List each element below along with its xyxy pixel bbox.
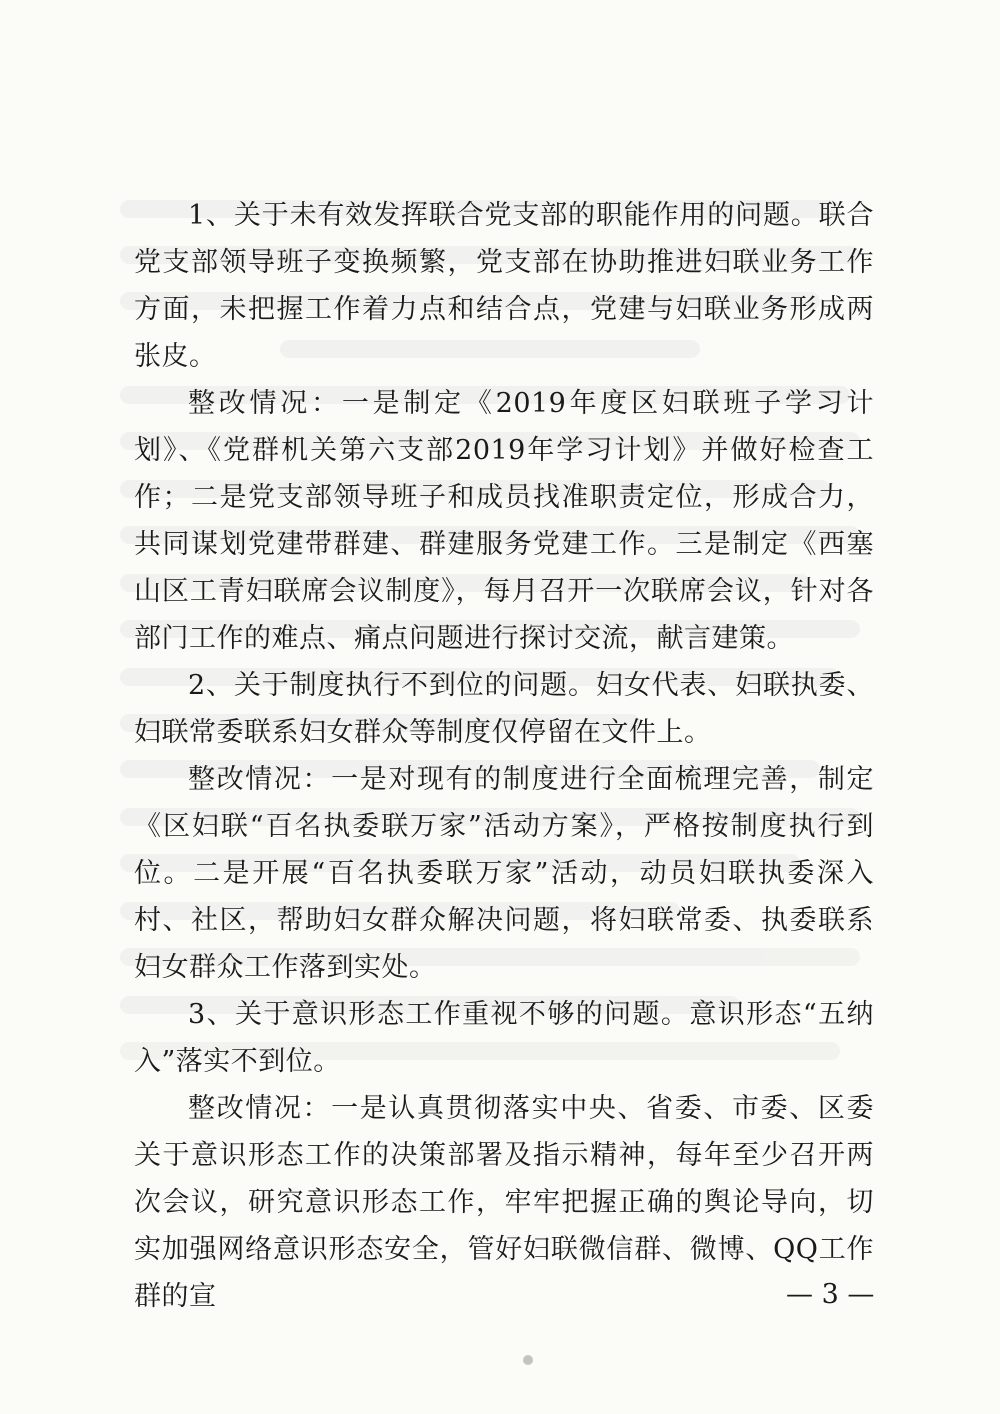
- rectification-2-paragraph: 整改情况：一是对现有的制度进行全面梳理完善，制定《区妇联“百名执委联万家”活动方案》，严格按制度执行到位。二是开展“百名执委联万家”活动，动员妇联执委深入村、社区，帮助妇女群众解决问题，将妇联常委、执委联系妇女群众工作落到实处。: [134, 764, 874, 983]
- issue-1-paragraph: 1、关于未有效发挥联合党支部的职能作用的问题。联合党支部领导班子变换频繁，党支部在协助推进妇联业务工作方面，未把握工作着力点和结合点，党建与妇联业务形成两张皮。: [134, 200, 874, 372]
- issue-2-paragraph: 2、关于制度执行不到位的问题。妇女代表、妇联执委、妇联常委联系妇女群众等制度仅停留在文件上。: [134, 670, 874, 748]
- rectification-1-paragraph: 整改情况：一是制定《2019年度区妇联班子学习计划》、《党群机关第六支部2019年学习计划》并做好检查工作；二是党支部领导班子和成员找准职责定位，形成合力，共同谋划党建带群建、群建服务党建工作。三是制定《西塞山区工青妇联席会议制度》，每月召开一次联席会议，针对各部门工作的难点、痛点问题进行探讨交流，献言建策。: [134, 388, 874, 654]
- page-number: — 3 —: [786, 1279, 875, 1310]
- rectification-3-paragraph: 整改情况：一是认真贯彻落实中央、省委、市委、区委关于意识形态工作的决策部署及指示精神，每年至少召开两次会议，研究意识形态工作，牢牢把握正确的舆论导向，切实加强网络意识形态安全，管好妇联微信群、微博、QQ工作群的宣: [134, 1093, 874, 1312]
- document-body: [134, 192, 874, 1320]
- scan-speck: [523, 1355, 533, 1365]
- issue-3-paragraph: 3、关于意识形态工作重视不够的问题。意识形态“五纳入”落实不到位。: [134, 999, 874, 1077]
